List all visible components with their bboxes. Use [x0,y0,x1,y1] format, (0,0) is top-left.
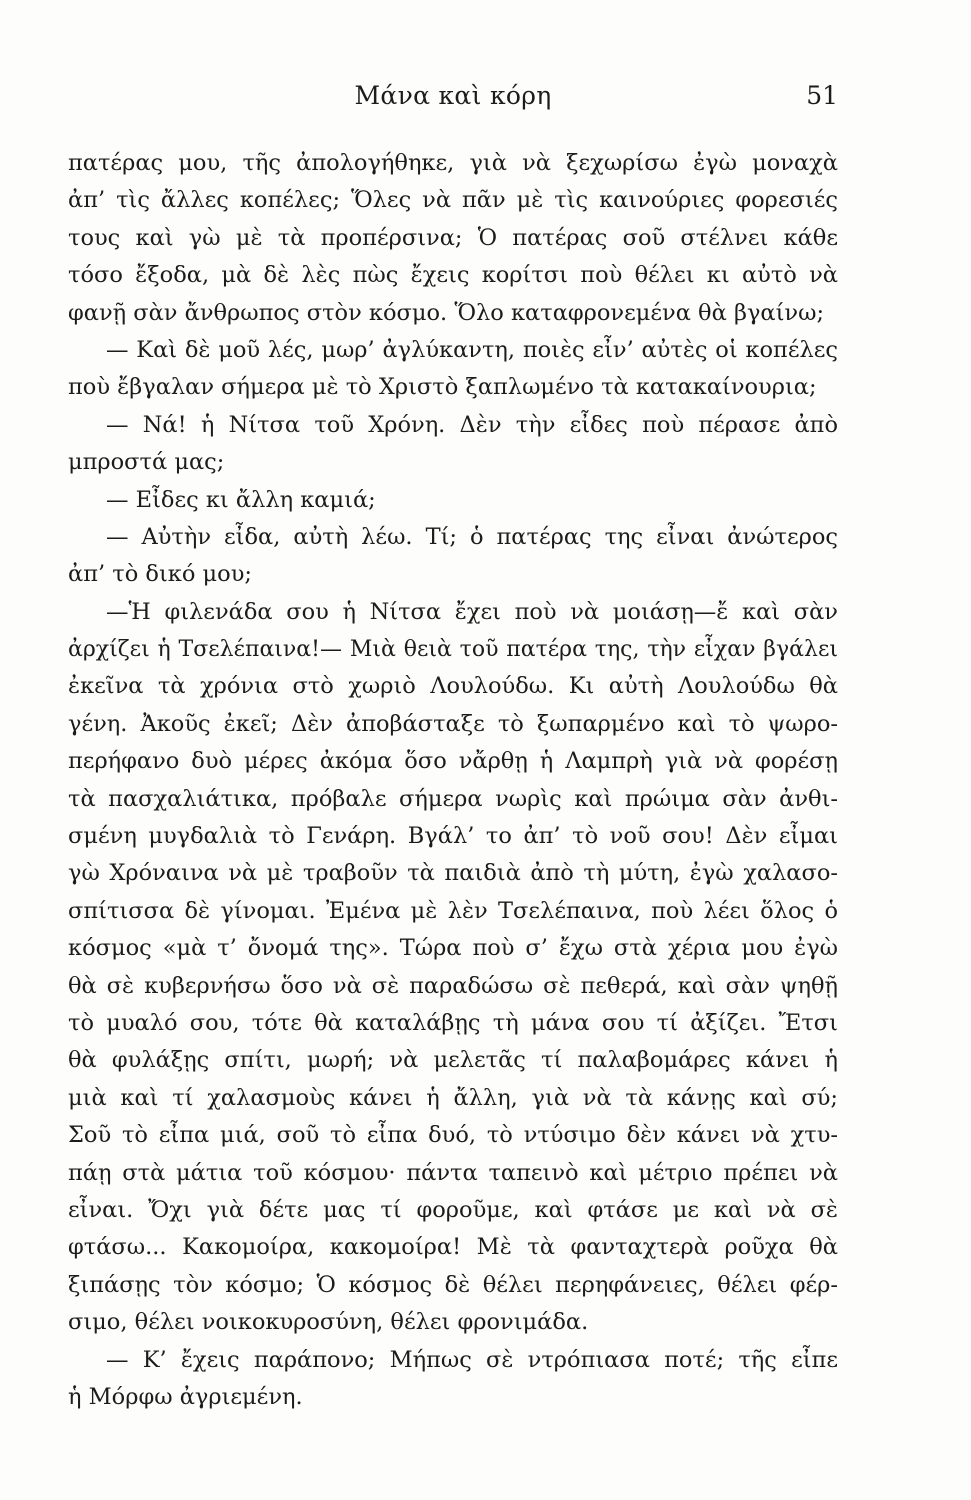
text-line: φτάσω... Κακομοίρα, κακομοίρα! Μὲ τὰ φανταχτερὰ ροῦχα θὰ [68,1234,838,1261]
text-line: —Ἡ φιλενάδα σου ἡ Νίτσα ἔχει ποὺ νὰ μοιάσῃ—ἔ καὶ σὰν [106,598,838,625]
text-line: πατέρας μου, τῆς ἀπολογήθηκε, γιὰ νὰ ξεχωρίσω ἐγὼ μοναχὰ [68,150,838,176]
text-line: σιμο, θέλει νοικοκυροσύνη, θέλει φρονιμάδα. [68,1309,589,1336]
text-line: τὸ μυαλό σου, τότε θὰ καταλάβῃς τὴ μάνα σου τί ἀξίζει. Ἔτσι [68,1009,838,1036]
text-line: μπροστά μας; [68,449,225,476]
text-line: ποὺ ἔβγαλαν σήμερα μὲ τὸ Χριστὸ ξαπλωμένο τὰ κατακαίνουρια; [68,374,817,401]
text-line: κόσμος «μὰ τ’ ὄνομά της». Τώρα ποὺ σ’ ἔχω στὰ χέρια μου ἐγὼ [68,935,838,962]
text-line: — Κ’ ἔχεις παράπονο; Μήπως σὲ ντρόπιασα ποτέ; τῆς εἶπε [106,1346,838,1373]
text-line: γὼ Χρόναινα νὰ μὲ τραβοῦν τὰ παιδιὰ ἀπὸ τὴ μύτη, ἐγὼ χαλασο- [68,860,838,887]
text-line: ἡ Μόρφω ἀγριεμένη. [68,1383,303,1410]
text-line: ἐκεῖνα τὰ χρόνια στὸ χωριὸ Λουλούδω. Κι αὐτὴ Λουλούδω θὰ [68,673,838,700]
running-head [68,78,838,114]
text-line: σπίτισσα δὲ γίνομαι. Ἐμένα μὲ λὲν Τσελέπαινα, ποὺ λέει ὅλος ὁ [68,897,838,924]
text-line: ἀπ’ τὸ δικό μου; [68,561,252,588]
text-line: ἀρχίζει ἡ Τσελέπαινα!— Μιὰ θειὰ τοῦ πατέρα της, τὴν εἶχαν βγάλει [68,637,838,663]
text-line: θὰ σὲ κυβερνήσω ὅσο νὰ σὲ παραδώσω σὲ πεθερά, καὶ σὰν ψηθῇ [68,972,838,999]
text-line: περήφανο δυὸ μέρες ἀκόμα ὅσο νἄρθῃ ἡ Λαμπρὴ γιὰ νὰ φορέσῃ [68,748,838,775]
text-line: γένη. Ἀκοῦς ἐκεῖ; Δὲν ἀποβάσταξε τὸ ξωπαρμένο καὶ τὸ ψωρο- [68,710,838,737]
text-line: — Εἶδες κι ἄλλη καμιά; [106,486,376,513]
text-line: τόσο ἔξοδα, μὰ δὲ λὲς πὼς ἔχεις κορίτσι ποὺ θέλει κι αὐτὸ νὰ [68,262,838,289]
text-line: ἀπ’ τὶς ἄλλες κοπέλες; Ὅλες νὰ πᾶν μὲ τὶς καινούριες φορεσιές [68,187,838,214]
page-number: 51 [806,81,838,110]
text-line: Σοῦ τὸ εἶπα μιά, σοῦ τὸ εἶπα δυό, τὸ ντύσιμο δὲν κάνει νὰ χτυ- [68,1122,838,1149]
text-line: φανῇ σὰν ἄνθρωπος στὸν κόσμο. Ὅλο καταφρονεμένα θὰ βγαίνω; [68,299,825,326]
text-line: μιὰ καὶ τί χαλασμοὺς κάνει ἡ ἄλλη, γιὰ νὰ τὰ κάνῃς καὶ σύ; [68,1084,838,1111]
text-line: — Νά! ἡ Νίτσα τοῦ Χρόνη. Δὲν τὴν εἶδες ποὺ πέρασε ἀπὸ [106,411,838,438]
body-text [68,145,838,1416]
text-line: τὰ πασχαλιάτικα, πρόβαλε σήμερα νωρὶς καὶ πρώιμα σὰν ἀνθι- [68,785,838,812]
text-line: θὰ φυλάξῃς σπίτι, μωρή; νὰ μελετᾶς τί παλαβομάρες κάνει ἡ [68,1047,838,1074]
text-line: — Αὐτὴν εἶδα, αὐτὴ λέω. Τί; ὁ πατέρας της εἶναι ἀνώτερος [106,523,838,550]
text-line: πάῃ στὰ μάτια τοῦ κόσμου· πάντα ταπεινὸ καὶ μέτριο πρέπει νὰ [68,1159,838,1186]
running-title: Μάνα καὶ κόρη [354,81,552,110]
text-line: τους καὶ γὼ μὲ τὰ προπέρσινα; Ὁ πατέρας σοῦ στέλνει κάθε [68,224,838,251]
text-line: — Καὶ δὲ μοῦ λές, μωρ’ ἀγλύκαντη, ποιὲς εἶν’ αὐτὲς οἱ κοπέλες [106,336,838,363]
text-line: σμένη μυγδαλιὰ τὸ Γενάρη. Βγάλ’ το ἀπ’ τὸ νοῦ σου! Δὲν εἶμαι [68,823,838,850]
text-line: ξιπάσῃς τὸν κόσμο; Ὁ κόσμος δὲ θέλει περηφάνειες, θέλει φέρ- [68,1271,838,1298]
text-line: εἶναι. Ὄχι γιὰ δέτε μας τί φοροῦμε, καὶ φτάσε με καὶ νὰ σὲ [68,1196,838,1223]
